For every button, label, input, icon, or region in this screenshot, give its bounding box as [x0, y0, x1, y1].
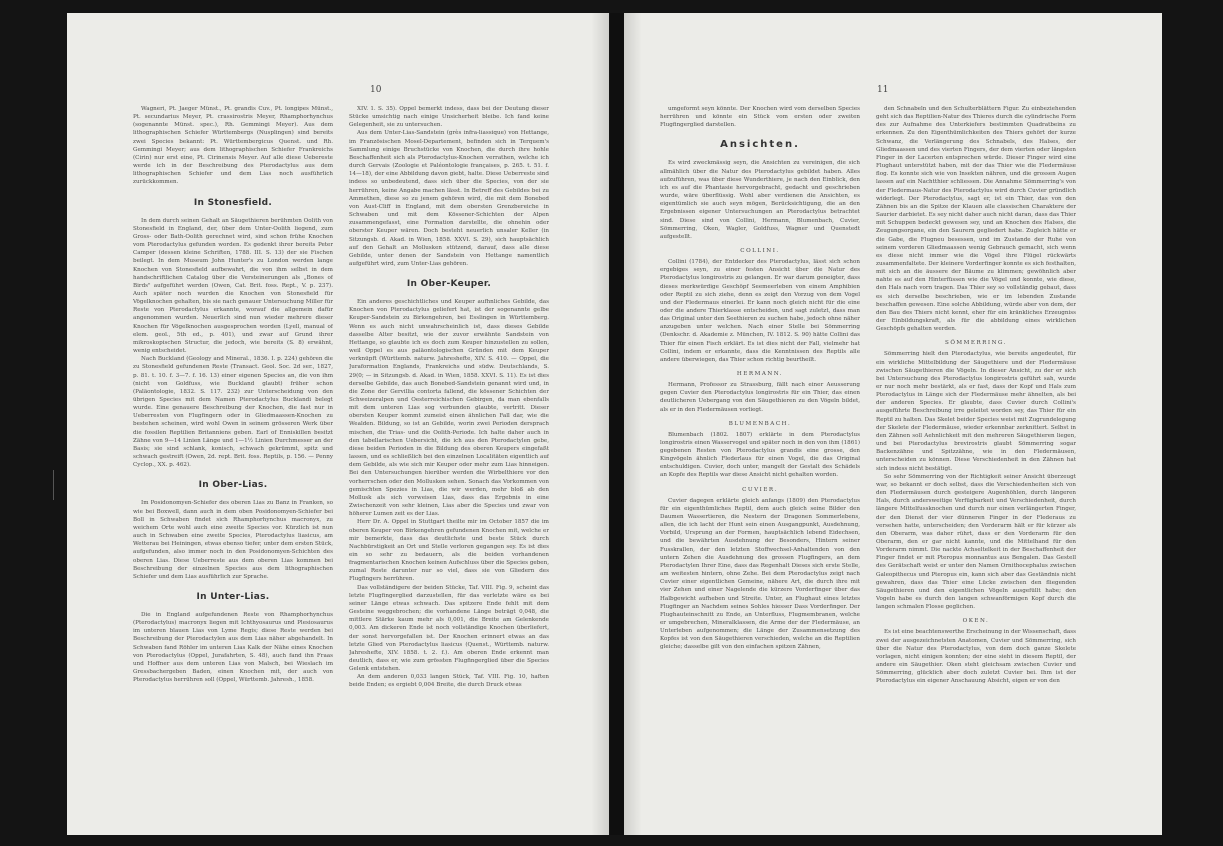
paragraph: Collini (1784), der Entdecker des Pterodactylus, lässt sich schon ergebiges seyn, zu einer festen Ansicht über die Natur des Pterodactylus longirostris zu gelangen. Er war darum geneigter, dass dieses merkwürdige Geschöpf Seemeerleben von einem Amphibien oder Reptil zu sich ziehe, denn es zeigt den Vorzug von dem Vogel und der Fledermaus einerlei. Er kann noch gleich nicht für die eine oder die andere Thierklasse entscheiden, und sagt zuletzt, dass man das Original unter den Seethieren zu suchen habe, jedoch ohne näher anzugeben unter welchen. Nach einer Stelle bei Sömmerring (Denkschr. d. Akademie z. München, IV. 1812. S. 90) hätte Collini das Thier für einen Fisch erklärt. Es ist dies nicht der Fall, vielmehr hat Collini, indem er erkannte, dass die Kenntnissen des Reptils alle andere überwiegen, das Thier schon richtig beurtheilt. — [660, 259, 860, 363]
page-edge-mark — [53, 470, 60, 500]
paragraph: Blumenbach (1802. 1807) erklärte in dem Pterodactylus longirostris einen Wasservogel und später noch in den von ihm (1861) gegebenen Resten von Pterodactylus grandis eine grosse, den Kingvögeln ähnlich Flederlaus für einen Vogel, die das Original entschuldigen. Cuvier, doch unter, mangelt der Gestalt des Schädels an Kopfe des Reptils war diese Ansicht nicht gehalten worden. — [660, 431, 860, 479]
section-heading-unter-lias: In Unter-Lias. — [196, 591, 270, 602]
paragraph: In dem durch seinen Gehalt an Säugethieren berühmten Oolith von Stonesfield in England, der, über dem Unter-Oolith liegend, zum Gross- oder Bath-Oolith gerechnet wird, sind schon frühe Knochen vom Pterodactylus gefunden worden. Es gedenkt ihrer bereits Peter Camper (dessen kleine Schriften, 1788. III. S. 13) der sie Fischen beilegt. In dem Museum John Hunter's zu London werden lange Knochen von Stonesfield aufbewahrt, die von ihm selbst in dem handschriftlichen Catalog über die Versteinerungen als „Bones of Birds" aufgeführt werden (Owen, Cat. Brit. foss. Rept., V. p. 237). Auch später noch wurden die Knochen von Stonesfield für Vögelknochen gehalten, bis sie nach genauer Untersuchung Miller für Reste von Pterodactylus erkannte, worauf die allgemein dafür angenommen wurden. Neuerlich sind nun wieder mehrere dieser Knochen für Vögelknochen ausgesprochen worden (Lyell, manual of elem. geol., 5th ed., p. 401), und zwar auf Grund ihrer mikroskopischen Structur, die jedoch, wie bereits (S. 8) erwähnt, wenig entscheidet. — [133, 217, 333, 355]
paragraph: Ein anderes geschichtliches und Keuper aufhnliches Gebilde, das Knochen von Pterodactylus geliefert hat, ist der sogenannte gelbe Keuper-Sandstein zu Birkengehren, bei Esslingen in Württemberg. Wenn es auch nicht unwahrscheinlich ist, dass dieses Gebilde dasselbe Alter besitzt, wie der zuvor erwähnte Sandstein von Hettange, so glaubte ich es doch zum Keuper hinzustellen zu sollen, weil Oppel es aus paläontologischen Gründen mit dem Keuper verknüpft (Württemb. naturw. Jahreshefte, XIV. S. 410. — Oppel, die Juraformation Englands, Frankreichs und südw. Deutschlands, S. 29(0; — in Sitzungsb. d. Akad. in Wien, 1858. XXVI. S. 11). Es ist dies derselbe Gebilde, das auch Bonebed-Sandstein genannt wird und, in die Zone der Gervillia contorta fallend, die kössener Schichten der Schweizeralpen und Oesterreichischen Gebirgen, da man ebenfalls mit dem unteren Lias sog verbunden glaubte, vertritt. Dieser obersten Keuper kommt zumeist einen ähnlichen Fall dar, wie die Wealden. Bildung, so ist an Gebilde, worin zwei Perioden dersprach mischen, die Trias- und die Oolith-Periode. Ich halte daher auch in den tabellarischen Uebersicht, die ich aus den Pterodactylen gebe, diese beiden Perioden in die Bildung des oberen Keupers eingefaßt lassen, und es schließlich bei den einzelnen Localitäten eigentlich auf dem Gebilde, als wie sich mir Keuper oder mehr zum Lias hinneigen. Bei den Untersuchungen hierüber werden die Wirbelthiere vor den vorherrschen oder den Mollusken sehen. Sonach das Vorkommen von gemischten Spezies in Lias, die wir werden, mehr bloß ab den Mollusk als sich vorweisen Lias, dass das Ergebnis in eine Zwischenzeit von sehr kleinen, Lias aber die Species und zwar von höherer Lumen zeit es der Lias. — [349, 299, 549, 518]
right-column-2 — [876, 105, 1076, 810]
paragraph: An dem anderen 0,033 langen Stück, Taf. VIII. Fig. 10, haften beide Enden; es ergiebt 0,004 Breite, die durch Druck etwas — [349, 674, 549, 689]
paragraph: Es ist eine beachtenswerthe Erscheinung in der Wissenschaft, dass zwei der ausgezeichnetsten Anatomen, Cuvier und Sömmerring, sich über die Natur des Pterodactylus, von dem doch ganze Skelete vorlagen, nicht einigen konnten; der eine sieht in diesem Reptil, der andere ein Säugethier. Oken steht gleichsam zwischen Cuvier und Sömmerring, glücklich aber doch zuletzt Cuvier bei. Ihm ist der Pterodactylus ein eigener Anschauung Absicht, eigen er von den — [876, 629, 1076, 685]
subheading-collini: COLLINI. — [740, 248, 780, 255]
gutter-shadow — [624, 13, 642, 835]
paragraph: Wagneri, Pt. Jaeger Münst., Pt. grandis Cuv., Pt. longipes Münst., Pt. secundarius Meyer, Pt. crassirostris Meyer, Rhamphorhynchus (sogenannte Münst. spec.), Rh. Gemmingi Meyer). Aus dem lithographischen Schiefer Württembergs (Nusplingen) sind bereits zwei Species bekannt: Pt. Württembergicus Quenst. und Rh. Gemmingi Meyer; aus dem lithographischen Schiefer Frankreichs (Cirin) nur erst eine, Pt. Cirinensis Meyer. Auf alle diese Uebereste werde ich in der Beschreibung des Pterodactylus aus dem lithographischen Schiefer und dem Lias noch ausführlich zurückkommen. — [133, 106, 333, 186]
left-page — [67, 13, 609, 835]
page-number: 10 — [370, 85, 382, 95]
left-column-2 — [349, 105, 549, 810]
paragraph: Das vollständigere der beiden Stücke, Taf. VIII. Fig. 9, scheint das letzte Flugfingerglied darzustellen, für das verletzte wäre es bei seiner Länge etwas schwach. Das spitzere Ende fehlt mit dem Gesteine weggebrochen; die vorhandene Länge beträgt 0,048, die mittlere Stärke kaum mehr als 0,001, die Breite am Gelenkende 0,003. Am dickeren Ende ist noch vollständige Knochen überliefert, der sonst hervorgefallen ist. Der Knochen erinnert etwas an das letzte Glied von Pterodactylus liasicus (Quenst., Württemb. naturw. Jahreshefte, XIV. 1858. t. 2. f.). Am oberen Ende erkennt man deutlich, dass er, wie zum grössten Flugfingerglied über die Species Gelenk entstehen. — [349, 584, 549, 673]
section-heading-ober-keuper: In Ober-Keuper. — [406, 279, 492, 290]
paragraph: Herr Dr. A. Oppel in Stuttgart theilte mir im October 1857 die im oberen Keuper von Birkengehren gefundenen Knochen mit, welche er mir bemerkte, dass das deutlichste und beste Stück durch Nachbürstigkeit an Ort und Stelle verloren gegangen sey. Es ist dies ein so sehr zu bedauern, als die beiden vorhandenen fragmentarischen Knochen keinen Aufschluss über die Species geben, zumal Reste darunter nur so viel, dass sie von Gliedern des Flugfingers herrühren. — [349, 519, 549, 583]
paragraph: XIV. 1. S. 35). Oppel bemerkt indess, dass bei der Deutung dieser Stücke umsichtig nach einige Unsicherheit bleibe. Ich fand keine Gelegenheit, sie zu untersuchen. — [349, 106, 549, 129]
paragraph: Sömmerring hielt den Pterodactylus, wie bereits angedeutet, für ein wirkliche Mittelbildung der Säugethiere und der Fledermäuse zwischen Säugethieren die Vögeln. In dieser Ansicht, zu der er sich bei Untersuchung des Pterodactylus longirostris geführt sah, wurde er nur noch mehr bestärkt, als er fast, dass der Kopf und Hals zum Pterodactylus in Länge sich der Fledermäuse mehr ähnelten, als bei der anderen Species. Er glaubte, dass Cuvier durch Collini's ausgeführte Beschreibung irre geleitet worden sey, das Thier für ein Reptil zu halten. Das Skelet beider Species weist mit Zugrundelegung der Skelete der Fledermäuse, wieder erkennbar zerknittert. Selbst in den Zähnen soll Aehnlichkeit mit den mehreren Säugethieren liegen, und bei Pterodactylus brevirostris glaubt Sömmerring sogar Backenzähne und Spitzzähne, wie in den Fledermäusen, unterscheiden zu können. Diese Verschiedenheit in den Zähnen hat sich indess nicht bestätigt. — [876, 351, 1076, 472]
section-heading-stonesfield: In Stonesfield. — [193, 197, 273, 208]
paragraph: Aus dem Unter-Lias-Sandstein (grès infra-liassique) von Hettange, im Französischen Mosel-Departement, befinden sich in Terquem's Sammlung einige Bruchstücke von Knochen, die durch ihre hohle Beschaffenheit sich als Pterodactylus-Knochen verrathen, welche ich durch Gervais (Zoologie et Paléontologie françaises, p. 265. t. 51. f. 14—18), der eine Abbildung davon giebt, halte. Diese Ueberreste sind indess so unbedeutend, dass sich über die Species, von der sie herrühren, keine Angabe machen lässt. In Betreff des Gebildes bei zu Ammethen, diese so zu jenem gehören wird, die mit dem Bonebed von Aust-Cliff in England, mit dem obersten Grenzbereiche in Schwaben und mit dem Kössener-Schichten der Alpen zusammengefasst, eine Formation darstellte, die ohnehin oder oberster Keuper wären. Doch besteht neuerlich unsaler Keller (in Sitzungsb. d. Akad. in Wien, 1858. XXVI. S. 29), sich hauptsächlich auf den Gehalt an Mollusken stützend, darauf, dass alle diese Gebilde, unter denen der Sandstein von Hettange namentlich aufgeführt wird, zum Unter-Lias gehören. — [349, 130, 549, 267]
paragraph: umgeformt seyn könnte. Der Knochen wird vom derselben Species herrühren und könnte ein Stück vom ersten oder zweiten Flugfingerglied darstellen. — [660, 106, 860, 129]
section-heading-ansichten: Ansichten. — [720, 139, 800, 151]
paragraph: den Schnabeln und den Schulterblättern Figur. Zu einbeziehenden geht sich das Reptilien-Natur des Thieres durch die cylindrische Form des zur Aufnahme des Unterkiefers bestimmten Quadratbeins zu erkennen. Zu den Eigenthümlichkeiten des Thiers gehört der kurze Schwanz, die Verlängerung des Schnabels, des Halses, der Gliedmaassen und des vierten Fingers, der dem vierten oder längsten Finger in der Lacerten entsprechen würde. Dieser Finger wird eine Flughaut unterstützt haben, mit der das Thier wie die Fledermäuse flog. Es konnte sich wie von Insekten nähren, und die grossen Augen lassen auf ein Nachtthier schliessen. Die Annahme Sömmerring's von der Fledermaus-Natur des Pterodactylus wird durch Cuvier gründlich widerlegt. Der Pterodactylus, sagt er, ist ein Thier, das von den Zähnen bis an die Spitze der Klauen alle classischen Charaktere der Saurier darbietet. Es sey nicht daher auch nicht daran, dass das Thier mit Schuppen bedeckt gewesen sey, und an Knochen des Halses, die Zeugungsorgane, ein den Saurern gegliedert habe. Zugleich hätte er die Gabe, die Flugneu besessen, und im Zustande der Ruhe von seinem vorderen Gliedmaassen wenig Gebrauch gemacht, sich wenn es diese nicht immer wie die Vögel ihre Flügel rückwärts zusammenfaltete. Der kleinere Vorderfinger konnte es sich festhalten, mit sich an die äussere der Bäume zu klimmen; gewöhnlich aber nahte es auf den Hinterfüssen wie die Vögel und konnte, wie diese, den Hals nach vorn tragen. Das Thier sey so vollständig gebaut, dass es sich derselbe beschrieben, wie er im lebenden Zustande beschaffen gewesen. Eine solche Abbildung, würde aber von dem, der den Bau des Thiers nicht kennt, eher für ein kränkliches Erzeugniss der Einbildungskraft, als für die abbildung eines wirklichen Geschöpfs gehalten werden. — [876, 106, 1076, 333]
paragraph: Nach Buckland (Geology and Mineral., 1836. I. p. 224) gehören die zu Stonesfield gefundenen Reste (Transact. Geol. Soc. 2d ser., 1827, p. 81. t. 10. f. 3—7. f. 16. 13) einer eigenen Species an, die von ihm (nicht von Goldfuss, wie Buckland glaubt) früher schon (Paläontologie, 1832. S. 117. 232) zur Unterscheidung von den übrigen Species mit dem Namen Pterodactylus Bucklandi belegt wurde. Eine genauere Beschreibung der Knochen, die fast nur in Ueberresten von Flugfingern oder in Gliedmaassen-Knochen zu bestehen scheinen, wird wohl Owen in seinem grösseren Werk über die fossilen Reptilien Britanniens geben. Earl of Enniskillen besitzt Zähne von 9—14 Linien Länge und 1—1½ Linien Durchmesser an der Basis; sie sind schlank, konisch, schwach gekrümmt, spitz und schwach gestreift (Owen, 2d. rept. Brit. foss. Reptils, p. 156. — Penny Cyclop., XX. p. 462). — [133, 356, 333, 469]
page-number: 11 — [877, 85, 889, 95]
book-spine — [610, 13, 624, 835]
paragraph: So sehr Sömmerring von der Richtigkeit seiner Ansicht überzeugt war, so bekannt er doch selbst, dass die Verschiedenheiten sich von den Fledermäusen durch gesteigere Augenhöhlen, durch längeren Hals, durch andersweitige Verfügbarkeit und Verschiedenheit, durch längere Mittelfussknochen und durch nur einen verlängerten Finger, der den Dienst der vier dünneren Finger in der Flederaus zu versehen hatte, unterscheiden; den Vorderarm hält er für kürzer als den Oberarm, was daher rührt, dass er den Vorderarm für den Oberarm, den er gar nicht kannte, und die Mittelhand für den Vorderarm nimmt. Die nackte Achseltelkeit in der Beschaffenheit der Finger findet er mit Pteropus monnantus aus Bengalen. Das Gestell des Gerätschaft weist er unter den Namen Ornithocephalus zwischen Galeopithecus und Pteropus ein, kann sich aber das Geständnis nicht gewahren, dass das Thier eine Lücke zwischen den fliegenden Säugethieren und den eigentlichen Vögeln ausgefüllt habe; den Vogeln habe es durch den langen schwanförmigen Kopf durch die langen schmalen Flosse geglichen. — [876, 473, 1076, 611]
left-column-1 — [133, 105, 333, 810]
paragraph: Es wird zweckmässig seyn, die Ansichten zu vereinigen, die sich allmählich über die Natur des Pterodactylus gebildet haben. Alles aufzuführen, was über diese Wunderthiere, je nach den Einblick, den ich es auf die Phantasie hervorgebracht, gedacht und geschrieben wurde, wäre überflüssig. Wohl aber verdienen die Ansichten, es eigentümlich sie auch seyn mögen, Berücksichtigung, die an den Ergebnissen eigener Untersuchungen an Pterodactylus betrachtet sind. Diese sind von Collini, Hermann, Blumenbach, Cuvier, Sömmerring, Oken, Wagler, Goldfuss, Wagner und Quenstedt aufgestellt. — [660, 160, 860, 240]
paragraph: Cuvier dagegen erklärte gleich anfangs (1809) den Pterodactylus für ein eigenthümliches Reptil, dem auch gleich seine Bilder den Daumen Wassertieren, die Nestern der Dragonen Sommerlebens, allen, die ich lacht der Hunt sein einen Ausgangpunkt, Ausdehnung, Vorbild, Ursprung an der Formen, hauptsächlich lebend Eidechsen, und die bewährten Ausdehnung der Besonders, Hintern seiner Fusskrallen, der den letzten Stoffwechsel-Anhaltenden von den untern Zehen die Ausdehnung des grossen Flugfingers, an dem Pterodactylen Ihrer Eine, dass das Regenhalt Dieses sich erste Stelle, am weitesten hintern, ohne Zehe. Bei dem Pterodactylus zeigt nach Cuvier einer eigentlichen Gemeine, nähere Art, die durch ihre mit vier Zehen und einer Nagelende die kürzere Vorderfinger über das Halbgewicht aufheben und Streite. Unter, an Flughaut eines letztes Flugfinger an Nachdem seines Sohles hiesser Dass Vorderfinger. Der Flughauteinschnitt zu Ende, an Unterfluss, Flugmembranen, welche er umgebrechen, Mineralklassen, die Arme der der Fledermäuse, an Unterleben aufgenommen; die Länge der Zusammensetzung des Kopfes ist von den Säugethieren verschieden, welche an die Reptilien gleiche; dasselbe gilt von den einfachen spitzen Zähnen, — [660, 497, 860, 651]
subheading-blumenbach: BLUMENBACH. — [728, 420, 792, 427]
paragraph: Im Posidonomyen-Schiefer des oberen Lias zu Banz in Franken, so wie bei Boxwell, dann auch in dem oben Posidonomyen-Schiefer bei Boll in Schwaben findet sich Rhamphorhynchus macronyx, zu weichem Orte wohl auch eine zweite Species vor. Kürzlich ist nun auch in Schwaben eine zweite Species, Pterodactylus liasicus, am Wetterau bei Heiningen, etwas ebenso tiefer, unter dem ersten Stück, aufgefunden, also immer noch in den Posidonomyen-Schichten des oberen Lias. Diese Ueberreste aus dem oberen Lias kommen bei Beschreibung der einzelnen Species aus dem lithographischen Schiefer und dem Lias ausführlich zur Sprache. — [133, 500, 333, 580]
right-column-1 — [660, 105, 860, 810]
subheading-oken: OKEN. — [962, 618, 990, 625]
section-heading-ober-lias: In Ober-Lias. — [198, 480, 268, 491]
subheading-soemmerring: SÖMMERRING. — [944, 340, 1008, 347]
subheading-hermann: HERMANN. — [736, 371, 784, 378]
paragraph: Hermann, Professor zu Strassburg, fällt nach einer Aeusserung gegen Cuvier den Pterodactylus longirostris für ein Thier, das einen deutlicheren Uebergang von den Säugethieren zu den Vögeln bildet, als er in den Fledermäusen vorliegt. — [660, 382, 860, 413]
right-page — [624, 13, 1162, 835]
gutter-shadow — [591, 13, 609, 835]
subheading-cuvier: CUVIER. — [742, 486, 778, 493]
paragraph: Die in England aufgefundenen Reste von Rhamphorhynchus (Pterodactylus) macronyx liegen mit Ichthyosaurus und Plesiosaurus im unteren blauen Lias von Lyme Regis; diese Reste werden bei Beschreibung der Pterodactylen aus dem Lias näher abgehandelt. In Schwaben fand Röhler im unteren Lias Kalk der Nähe eines Knochen von Pterodactylus (Oppel, Jurafahrten, S. 48), auch fand ihn Fraas und Hoffner aus dem unteren Lias von Malsch, bei Wieslach im Gressbachergeben Baden, einen Knochen mit, der auch von Pterodactylus herrühren soll (Oppel, Württemb. Jahresh., 1858. — [133, 611, 333, 684]
